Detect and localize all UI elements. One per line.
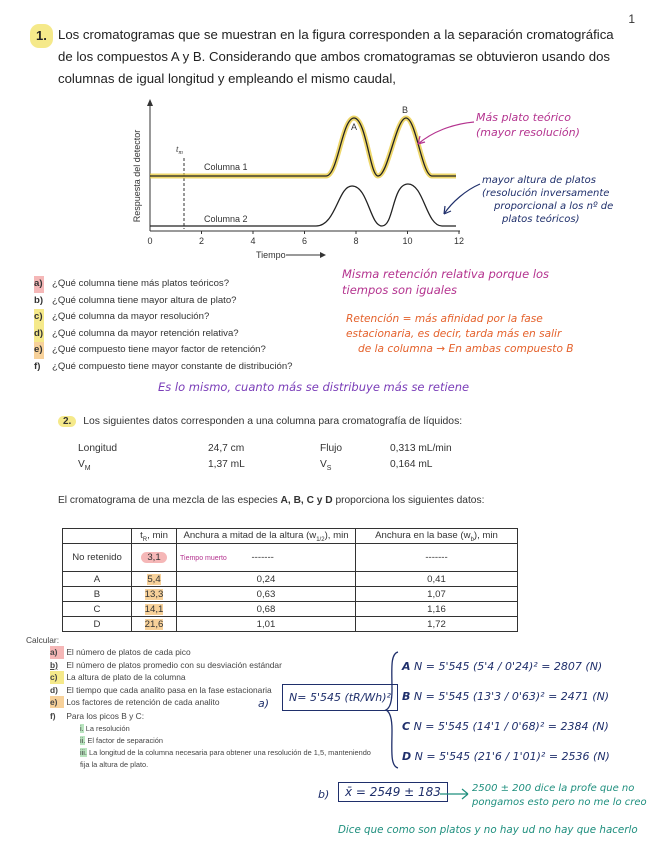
x-axis-label: Tiempo bbox=[256, 250, 286, 260]
list-item: c) ¿Qué columna da mayor resolución? bbox=[34, 309, 293, 326]
prof-note: 2500 ± 200 dice la profe que no pongamos esto pero no me lo creo bbox=[472, 783, 647, 808]
note-plate-height: mayor altura de platos (resolución inversamente proporcional a los nº de platos teóricos) bbox=[482, 175, 614, 225]
note-arrow-1 bbox=[412, 118, 478, 148]
result-b: B N = 5'545 (13'3 / 0'63)² = 2471 (N) bbox=[402, 690, 610, 703]
list-item: d) El tiempo que cada analito pasa en la fase estacionaria bbox=[50, 684, 272, 695]
y-axis-arrow bbox=[147, 99, 153, 106]
column-2-trace bbox=[150, 184, 456, 226]
tick-2: 2 bbox=[198, 236, 205, 246]
plates-results bbox=[402, 652, 610, 772]
brace bbox=[384, 650, 400, 770]
note-arrow-2 bbox=[440, 180, 484, 220]
peak-a-label: A bbox=[351, 122, 358, 132]
list-item: f) ¿Qué compuesto tiene mayor constante de distribución? bbox=[34, 360, 293, 372]
list-item: ii. El factor de separación bbox=[80, 735, 163, 745]
table-row: C 14,1 0,68 1,16 bbox=[63, 602, 518, 617]
x-axis-arrow-head bbox=[320, 252, 326, 258]
tick-12: 12 bbox=[453, 236, 465, 246]
list-item: d) ¿Qué columna da mayor retención relativa? bbox=[34, 326, 293, 343]
plates-formula: N= 5'545 (tR/Wh)² bbox=[282, 684, 398, 711]
tick-4: 4 bbox=[250, 236, 256, 246]
table-row: A 5,4 0,24 0,41 bbox=[63, 572, 518, 587]
tick-0: 0 bbox=[147, 236, 153, 246]
note-retention: Retención = más afinidad por la fase estacionaria, es decir, tarda más en salir de la columna → En ambas compuesto B bbox=[346, 313, 574, 355]
tm-note: Tiempo muerto bbox=[180, 555, 227, 562]
list-item: i. La resolución bbox=[80, 723, 130, 733]
column-1-highlight bbox=[150, 118, 456, 176]
table-row: No retenido 3,1 Tiempo muerto ------- ------- bbox=[63, 544, 518, 572]
answer-a-label: a) bbox=[258, 697, 270, 710]
list-item: b) ¿Qué columna tiene mayor altura de plato? bbox=[34, 294, 237, 306]
table-header: $t_R$, min Anchura a mitad de la altura $(w_{1/2})$, min Anchura en la base $(w_b)$, min bbox=[63, 529, 518, 544]
list-item: a) El número de platos de cada pico bbox=[50, 647, 191, 658]
note-more-plates: Más plato teórico (mayor resolución) bbox=[476, 111, 580, 139]
result-c: C N = 5'545 (14'1 / 0'68)² = 2384 (N) bbox=[402, 720, 609, 733]
final-note: Dice que como son platos y no hay ud no hay que hacerlo bbox=[338, 824, 638, 836]
question-1-list bbox=[34, 276, 293, 376]
question-1-text: Los cromatogramas que se muestran en la figura corresponden a la separación cromatográfica de los compuestos A y B. Considerando que ambos cromatogramas se obtuvieron usando dos columnas de igual longitud y empleando el mismo caudal, bbox=[58, 27, 614, 86]
calc-title: Calcular: bbox=[26, 635, 60, 645]
list-item: a) ¿Qué columna tiene más platos teóricos? bbox=[34, 276, 293, 293]
dead-time-label: $t_m$ bbox=[176, 144, 183, 156]
tick-8: 8 bbox=[353, 236, 359, 246]
peak-b-label: B bbox=[402, 105, 409, 115]
y-axis-label: Respuesta del detector bbox=[132, 129, 142, 223]
column-2-label: Columna 2 bbox=[204, 214, 248, 224]
table-row: B 13,3 0,63 1,07 bbox=[63, 587, 518, 602]
note-distribution: Es lo mismo, cuanto más se distribuye más se retiene bbox=[158, 380, 470, 394]
list-item: b) El número de platos promedio con su desviación estándar bbox=[50, 659, 282, 670]
list-item: iii. La longitud de la columna necesaria para obtener una resolución de 1,5, manteniendo fija la altura de plato. bbox=[80, 747, 371, 769]
column-1-label: Columna 1 bbox=[204, 162, 248, 172]
list-item: f) Para los picos B y C: bbox=[50, 711, 145, 722]
mean-result: x̄ = 2549 ± 183 bbox=[338, 782, 448, 802]
list-item: e) ¿Qué compuesto tiene mayor factor de retención? bbox=[34, 342, 293, 359]
tick-10: 10 bbox=[402, 236, 413, 246]
list-item: e) Los factores de retención de cada analito bbox=[50, 697, 220, 708]
answer-b-label: b) bbox=[318, 788, 330, 801]
table-row: D 21,6 1,01 1,72 bbox=[63, 617, 518, 632]
chromatogram-text: El cromatograma de una mezcla de las especies A, B, C y D proporciona los siguientes datos: bbox=[58, 495, 485, 506]
question-2-text: Los siguientes datos corresponden a una columna para cromatografía de líquidos: bbox=[83, 416, 463, 427]
page-number: 1 bbox=[628, 12, 635, 26]
mean-arrow bbox=[438, 784, 474, 804]
tick-6: 6 bbox=[301, 236, 308, 246]
question-2-number: 2. bbox=[58, 416, 76, 427]
question-1 bbox=[30, 24, 630, 86]
data-table bbox=[62, 528, 518, 632]
question-2 bbox=[58, 416, 462, 427]
list-item: c) La altura de plato de la columna bbox=[50, 672, 186, 683]
note-same-retention: Misma retención relativa porque los tiempos son iguales bbox=[342, 267, 550, 297]
question-1-number: 1. bbox=[30, 24, 53, 48]
result-a: A N = 5'545 (5'4 / 0'24)² = 2807 (N) bbox=[402, 660, 603, 673]
column-parameters: Longitud 24,7 cm Flujo 0,313 mL/min $V_M$ 1,37 mL $V_S$ 0,164 mL bbox=[78, 443, 452, 473]
result-d: D N = 5'545 (21'6 / 1'01)² = 2536 (N) bbox=[402, 750, 610, 763]
